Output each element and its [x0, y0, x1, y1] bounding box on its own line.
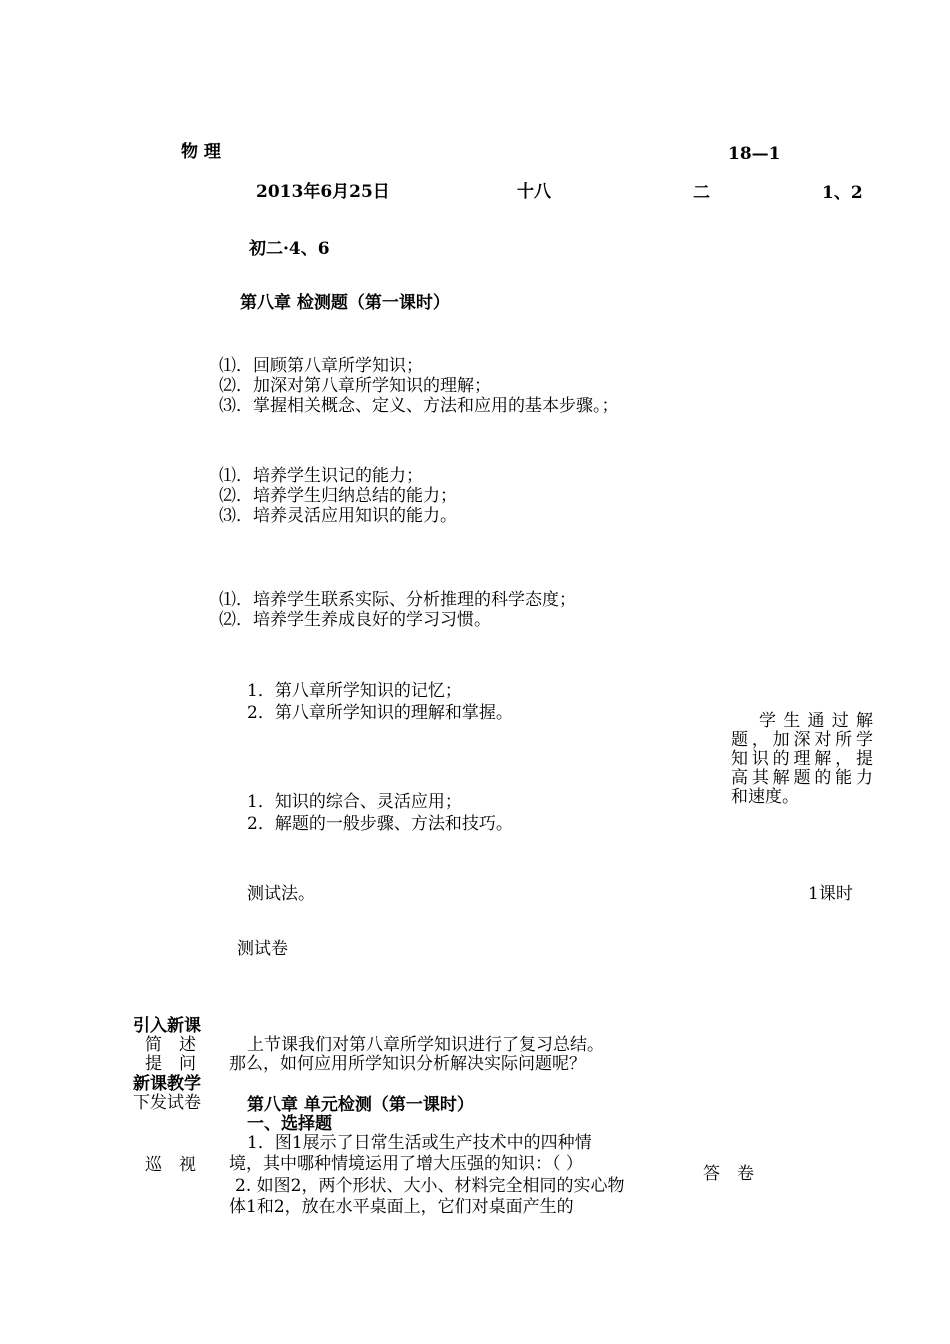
key-point-2: 2．第八章所学知识的理解和掌握。: [247, 703, 513, 723]
side-note-line-1: 学 生 通 过 解: [759, 711, 873, 731]
attitude-objective-2: ⑵．培养学生养成良好的学习习惯。: [219, 610, 491, 630]
lesson-title: 第八章 检测题（第一课时）: [240, 293, 450, 313]
ability-objective-1: ⑴．培养学生识记的能力；: [219, 466, 423, 486]
side-note-line-3: 知识的理解，提: [731, 749, 873, 769]
side-note-line-5: 和速度。: [731, 787, 799, 807]
question-line-2: 境，其中哪种情境运用了增大压强的知识：（ ）: [229, 1154, 583, 1174]
teaching-method: 测试法。: [247, 884, 315, 904]
test-title: 第八章 单元检测（第一课时）: [247, 1095, 474, 1115]
lesson-code: 18—1: [728, 144, 781, 164]
classes: 初二·4、6: [249, 239, 330, 259]
class-hours: 1课时: [808, 884, 853, 904]
difficult-point-1: 1．知识的综合、灵活应用；: [247, 792, 462, 812]
side-note-line-2: 题，加深对所学: [731, 730, 873, 750]
key-point-1: 1．第八章所学知识的记忆；: [247, 681, 462, 701]
label-hand-out: 下发试卷: [133, 1093, 201, 1113]
attitude-objective-1: ⑴．培养学生联系实际、分析推理的科学态度；: [219, 590, 576, 610]
question-line-3: 2. 如图2，两个形状、大小、材料完全相同的实心物: [235, 1176, 625, 1196]
ability-objective-3: ⑶．培养灵活应用知识的能力。: [219, 506, 457, 526]
intro-line-2: 那么，如何应用所学知识分析解决实际问题呢？: [229, 1054, 586, 1074]
side-note-line-4: 高其解题的能力: [731, 768, 873, 788]
knowledge-objective-2: ⑵．加深对第八章所学知识的理解；: [219, 376, 491, 396]
label-answer: 答 卷: [703, 1164, 754, 1184]
question-line-4: 体1和2，放在水平桌面上，它们对桌面产生的: [229, 1197, 574, 1217]
subject: 物 理: [181, 142, 221, 162]
periods: 1、2: [822, 183, 863, 203]
teaching-materials: 测试卷: [237, 939, 288, 959]
label-summary: 简 述: [145, 1035, 196, 1055]
knowledge-objective-1: ⑴．回顾第八章所学知识；: [219, 356, 423, 376]
label-patrol: 巡 视: [145, 1155, 196, 1175]
label-new-lesson: 新课教学: [133, 1074, 201, 1094]
date: 2013年6月25日: [256, 182, 390, 202]
week: 十八: [517, 182, 551, 202]
knowledge-objective-3: ⑶．掌握相关概念、定义、方法和应用的基本步骤。；: [219, 396, 619, 416]
question-line-1: 1．图1展示了日常生活或生产技术中的四种情: [247, 1133, 592, 1153]
section-title: 一、选择题: [247, 1114, 332, 1134]
intro-line-1: 上节课我们对第八章所学知识进行了复习总结。: [247, 1035, 604, 1055]
label-intro: 引入新课: [133, 1016, 201, 1036]
weekday: 二: [693, 183, 710, 203]
ability-objective-2: ⑵．培养学生归纳总结的能力；: [219, 486, 457, 506]
difficult-point-2: 2．解题的一般步骤、方法和技巧。: [247, 814, 513, 834]
label-question: 提 问: [145, 1054, 196, 1074]
